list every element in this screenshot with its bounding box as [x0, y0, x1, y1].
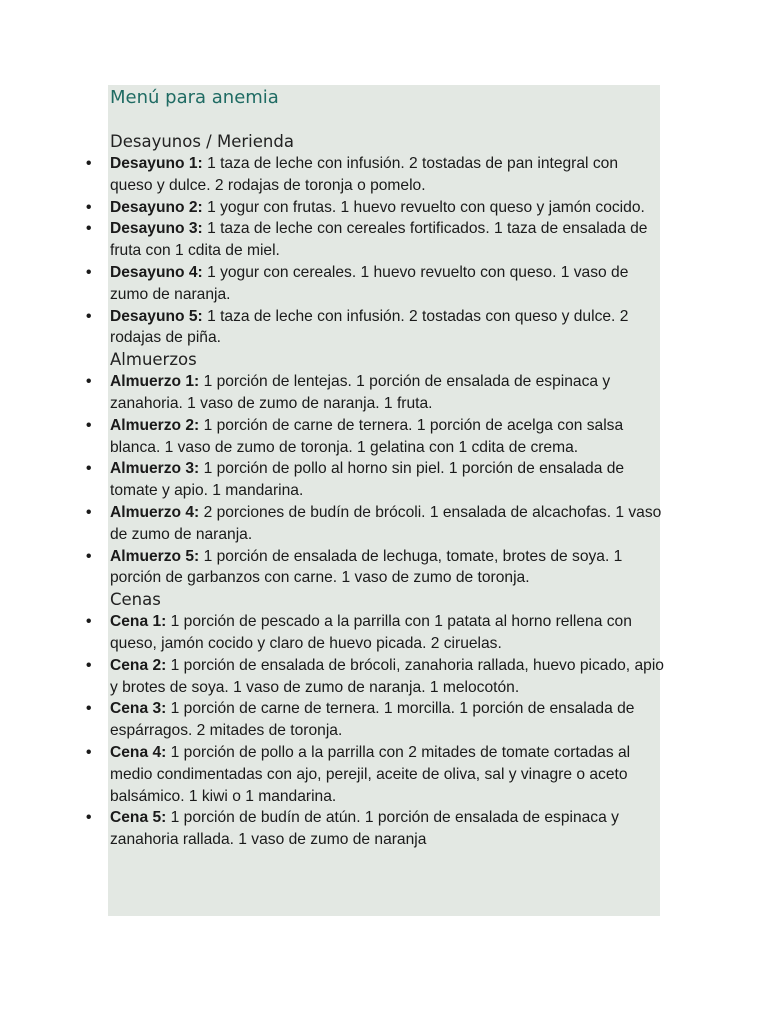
item-label: Almuerzo 5:: [110, 547, 200, 565]
list-item: [84, 306, 664, 350]
bullet: •: [86, 416, 92, 434]
list-desayunos: [84, 153, 664, 349]
section-heading-cenas: [110, 589, 664, 611]
item-label: Desayuno 4:: [110, 263, 203, 281]
bullet: •: [86, 198, 92, 216]
list-cenas: [84, 611, 664, 851]
list-item: [84, 546, 664, 590]
bullet: •: [86, 809, 92, 827]
bullet: •: [86, 460, 92, 478]
list-item: [84, 415, 664, 459]
section-heading-almuerzos: [110, 349, 664, 371]
list-item: [84, 218, 664, 262]
item-text: 1 taza de leche con infusión. 2 tostadas con queso y dulce. 2 rodajas de piña.: [110, 307, 629, 347]
page-title: Menú para anemia: [110, 87, 279, 108]
list-item: [84, 807, 664, 851]
item-label: Cena 4:: [110, 743, 167, 761]
item-text: 1 porción de ensalada de brócoli, zanahoria rallada, huevo picado, apio y brotes de soya. 1 vaso de zumo de naranja. 1 melocotón.: [110, 656, 664, 696]
item-label: Almuerzo 2:: [110, 416, 200, 434]
item-text: 1 porción de carne de ternera. 1 morcilla. 1 porción de ensalada de espárragos. 2 mitades de toronja.: [110, 700, 635, 740]
bullet: •: [86, 613, 92, 631]
item-text: 1 taza de leche con infusión. 2 tostadas de pan integral con queso y dulce. 2 rodajas de toronja o pomelo.: [110, 155, 618, 194]
bullet: •: [86, 263, 92, 281]
list-item: [84, 655, 664, 699]
list-item: [84, 262, 664, 306]
list-item: [84, 502, 664, 546]
list-item: [84, 197, 664, 219]
item-label: Desayuno 3:: [110, 220, 203, 238]
document-body: [84, 86, 664, 851]
item-text: 1 taza de leche con cereales fortificados. 1 taza de ensalada de fruta con 1 cdita de miel.: [110, 220, 648, 260]
item-text: 1 porción de lentejas. 1 porción de ensalada de espinaca y zanahoria. 1 vaso de zumo de naranja. 1 fruta.: [110, 373, 611, 412]
bullet: •: [86, 743, 92, 761]
section-heading-text: Desayunos / Merienda: [110, 132, 294, 151]
item-label: Cena 5:: [110, 809, 167, 827]
bullet: •: [86, 220, 92, 238]
list-item: [84, 458, 664, 502]
section-heading-text: Cenas: [110, 590, 161, 610]
section-heading-desayunos: [110, 131, 664, 153]
item-label: Almuerzo 4:: [110, 503, 200, 521]
item-label: Desayuno 5:: [110, 307, 203, 325]
list-almuerzos: [84, 371, 664, 589]
item-text: 1 yogur con frutas. 1 huevo revuelto con queso y jamón cocido.: [202, 198, 645, 216]
item-label: Cena 2:: [110, 656, 167, 674]
bullet: •: [86, 307, 92, 325]
bullet: •: [86, 155, 92, 172]
bullet: •: [86, 656, 92, 674]
item-text: 2 porciones de budín de brócoli. 1 ensalada de alcachofas. 1 vaso de zumo de naranja.: [110, 503, 662, 543]
bullet: •: [86, 503, 92, 521]
item-text: 1 porción de ensalada de lechuga, tomate, brotes de soya. 1 porción de garbanzos con carne. 1 vaso de zumo de toronja.: [110, 547, 623, 587]
list-item: [84, 611, 664, 655]
item-label: Almuerzo 3:: [110, 460, 200, 478]
section-heading-text: Almuerzos: [110, 350, 197, 370]
item-label: Desayuno 2:: [110, 198, 203, 216]
item-text: 1 porción de pollo al horno sin piel. 1 porción de ensalada de tomate y apio. 1 mandarina.: [110, 460, 625, 500]
bullet: •: [86, 547, 92, 565]
item-label: Almuerzo 1:: [110, 373, 200, 391]
list-item: [84, 371, 664, 415]
list-item: [84, 742, 664, 807]
list-item: [84, 153, 664, 197]
list-item: [84, 698, 664, 742]
item-label: Cena 1:: [110, 613, 167, 631]
item-text: 1 yogur con cereales. 1 huevo revuelto con queso. 1 vaso de zumo de naranja.: [110, 263, 629, 303]
item-label: Cena 3:: [110, 700, 167, 718]
item-text: 1 porción de pescado a la parrilla con 1 patata al horno rellena con queso, jamón cocido y claro de huevo picada. 2 ciruelas.: [110, 613, 632, 652]
item-text: 1 porción de budín de atún. 1 porción de ensalada de espinaca y zanahoria rallada. 1 vaso de zumo de naranja: [110, 809, 619, 849]
item-text: 1 porción de pollo a la parrilla con 2 mitades de tomate cortadas al medio condimentadas con ajo, perejil, aceite de oliva, sal y vinagre o aceto balsámico. 1 kiwi o 1 mandarina.: [110, 743, 631, 805]
bullet: •: [86, 700, 92, 718]
item-text: 1 porción de carne de ternera. 1 porción de acelga con salsa blanca. 1 vaso de zumo de toronja. 1 gelatina con 1 cdita de crema.: [110, 416, 624, 456]
item-label: Desayuno 1:: [110, 155, 203, 172]
bullet: •: [86, 373, 92, 391]
